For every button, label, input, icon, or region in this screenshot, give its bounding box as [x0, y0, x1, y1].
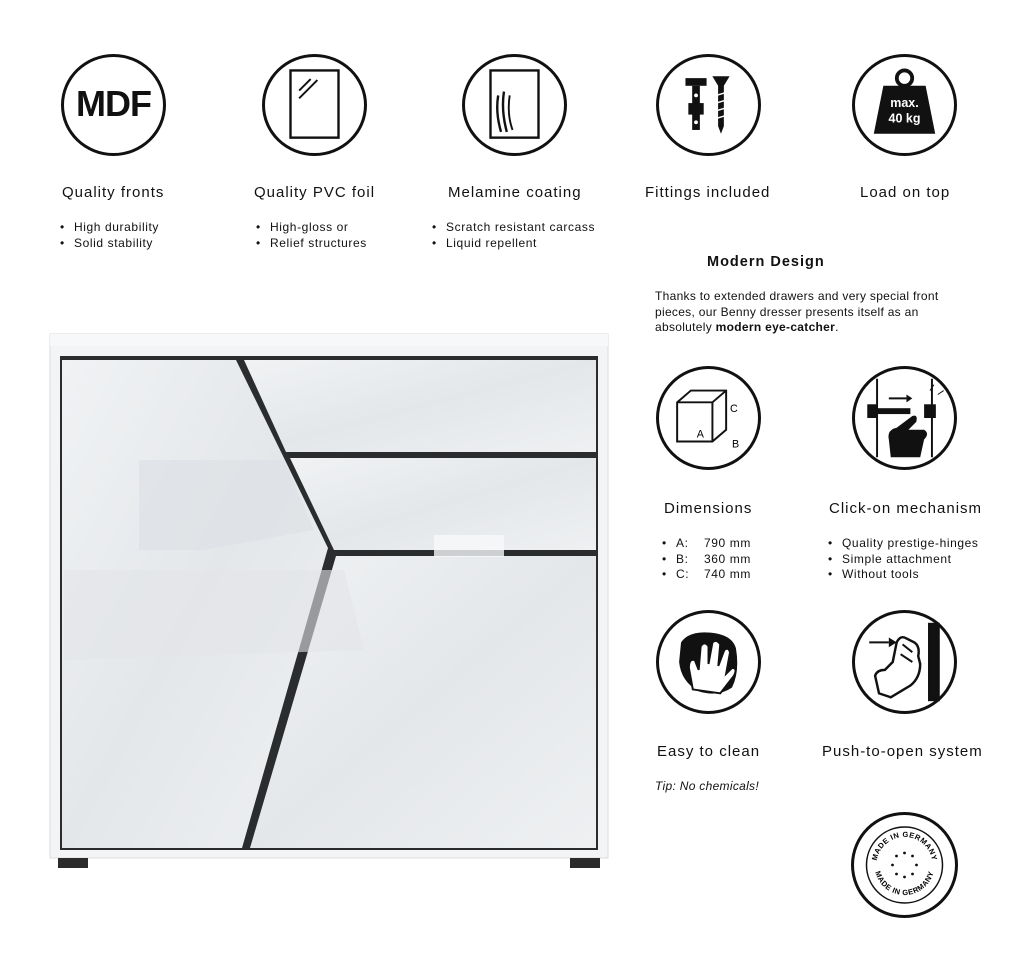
bullet: • High-gloss or: [256, 220, 367, 236]
dimension-label-c: C: [730, 403, 738, 416]
push-hand-icon: [852, 610, 957, 714]
dimension-key: C:: [676, 567, 690, 581]
feature-bullets-click-on: [828, 536, 979, 583]
feature-bullets-quality-fronts: [60, 220, 159, 251]
pvc-foil-icon: [262, 54, 367, 156]
dimension-value: 360 mm: [704, 551, 751, 566]
modern-design-text: [655, 289, 955, 336]
dimension-label-a: A: [696, 428, 704, 441]
dimension-label-b: B: [732, 438, 740, 451]
seal-text-top: MADE IN GERMANY: [869, 829, 940, 862]
bullet: • Simple attachment: [828, 552, 979, 568]
feature-title-quality-fronts: Quality fronts: [62, 184, 165, 201]
bullet: • Solid stability: [60, 236, 159, 252]
feature-bullets-pvc-foil: [256, 220, 367, 251]
mdf-icon-text: MDF: [76, 83, 151, 124]
box-dimensions-icon: [656, 366, 761, 470]
feature-bullets-melamine: [432, 220, 595, 251]
made-in-germany-seal: [851, 812, 958, 918]
bullet: • Liquid repellent: [432, 236, 595, 252]
bullet: • High durability: [60, 220, 159, 236]
dimension-item-c: [662, 567, 751, 583]
feature-title-melamine: Melamine coating: [448, 184, 582, 201]
dimension-key: B:: [676, 551, 689, 566]
bullet: • Without tools: [828, 567, 979, 583]
mdf-icon: [61, 54, 166, 156]
feature-title-load: Load on top: [860, 184, 951, 201]
feature-title-dimensions: Dimensions: [664, 500, 753, 517]
modern-design-title: Modern Design: [707, 254, 825, 270]
seal-text-bottom: MADE IN GERMANY: [873, 869, 936, 898]
hinge-hand-icon: [852, 366, 957, 470]
weight-icon: [852, 54, 957, 156]
svg-text:MADE IN GERMANY: [870, 830, 939, 862]
cabinet-illustration: [44, 330, 616, 875]
dimensions-list: [662, 536, 751, 583]
dimension-value: 740 mm: [704, 567, 751, 581]
modern-design-text-part2: .: [835, 320, 839, 334]
fittings-icon: [656, 54, 761, 156]
weight-icon-line2: 40 kg: [888, 111, 921, 126]
feature-title-click-on: Click-on mechanism: [829, 500, 983, 517]
modern-design-text-bold: modern eye-catcher: [715, 320, 836, 334]
weight-icon-line1: max.: [890, 95, 919, 110]
cleaning-hand-icon: [656, 610, 761, 714]
feature-title-fittings: Fittings included: [645, 184, 771, 201]
dimension-item-a: [662, 536, 751, 552]
dimension-item-b: [662, 552, 751, 568]
dimension-key: A:: [676, 536, 689, 550]
feature-title-pvc-foil: Quality PVC foil: [254, 184, 376, 201]
easy-clean-tip: Tip: No chemicals!: [655, 779, 759, 793]
modern-design-text-part1: Thanks to extended drawers and very special front pieces, our Benny dresser presents itself as an absolutely: [655, 289, 939, 334]
feature-title-easy-clean: Easy to clean: [657, 743, 761, 760]
svg-text:MADE IN GERMANY: [873, 870, 935, 897]
feature-title-push-open: Push-to-open system: [822, 743, 983, 760]
bullet: • Scratch resistant carcass: [432, 220, 595, 236]
bullet: • Relief structures: [256, 236, 367, 252]
bullet: • Quality prestige-hinges: [828, 536, 979, 552]
melamine-scratch-icon: [462, 54, 567, 156]
dimension-value: 790 mm: [704, 536, 751, 550]
